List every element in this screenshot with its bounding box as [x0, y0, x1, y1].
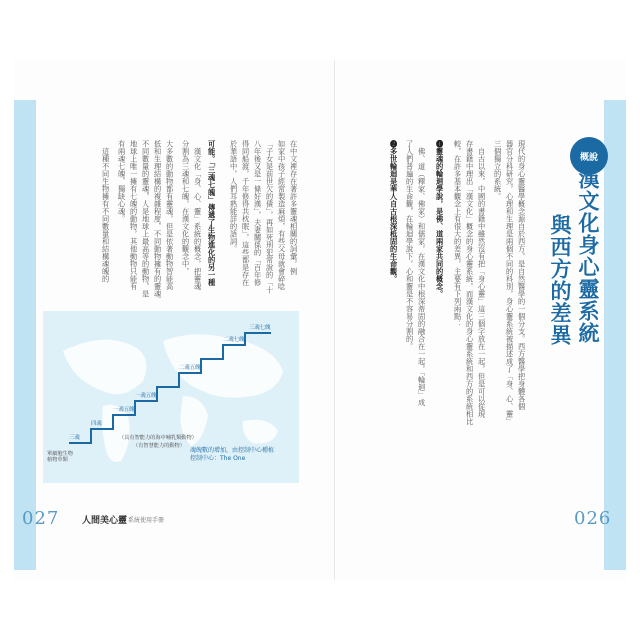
- left-paragraph: 「子女是前世欠的債」，再如死刑犯常說的「十: [265, 140, 275, 294]
- left-paragraph: 如家中孩子經常製造麻煩，有些父母就會碎唸: [277, 140, 287, 290]
- map-caption-line2: 控制中心：The One: [190, 455, 246, 462]
- stair-label: 一魂五魄: [113, 407, 135, 413]
- right-paragraph: 三個獨立的系統。: [493, 140, 503, 200]
- page-number-left: 027: [22, 508, 60, 529]
- stair-note: （有智慧能力的動物）: [133, 443, 185, 449]
- chapter-title-line2: 與西方的差異: [548, 214, 573, 346]
- left-paragraph: 漢文化「身、心、靈」系統的概念，把靈魂: [193, 140, 203, 290]
- left-paragraph: 得同船渡，千年修得共枕眠」，這些都是存在: [241, 140, 251, 287]
- left-paragraph: 於華語中，人們耳熟能詳的語詞。: [229, 140, 239, 253]
- left-paragraph: 有兩魂七魄、獨缺心魂。: [117, 140, 127, 223]
- right-paragraph: 存書籍中理出「漢文化」概念的身心靈系統，而漢文化的身心靈系統和西方的系統相比: [465, 140, 475, 425]
- stair-label: 二魂五魄: [179, 365, 201, 371]
- page-number-right: 026: [574, 508, 612, 529]
- section-badge: 概說: [570, 137, 608, 175]
- left-paragraph: 不同數量的靈魂，人是地球上最高等的動物，是: [141, 140, 151, 298]
- left-highlight: 可能。「三魂七魄」傳遞了生物進化的另一種: [207, 140, 217, 287]
- book-subtitle-footer: 系統使用手冊: [128, 517, 165, 524]
- right-paragraph: 器官分科研究，心理和生理是兩個不同的科別，身心靈系統被描述成了「身、心、靈」: [505, 140, 515, 425]
- left-paragraph: 八年後又是一條好漢」，夫妻關係的「百年修: [253, 140, 263, 287]
- right-paragraph: 較，在許多基本觀念上有很大的差異，主要有下列兩點：: [453, 140, 463, 328]
- left-paragraph: 低和生理結構的複雜程度，不同動物擁有的靈魂: [153, 140, 163, 298]
- point-1-body: 佛、道（釋家、佛家）和儒家，在漢文化中根深蒂固的融合在一起，「輪迴」成: [417, 140, 427, 407]
- left-paragraph: 在中文裡存在著許多靈魂相關的詞彙，例: [289, 140, 299, 275]
- point-1-body: 了人們普遍的生命觀，在輪迴學說下，心和靈是不容易分割的。: [405, 140, 415, 350]
- stair-label: 三魂七魄: [249, 325, 271, 331]
- chapter-title-2: [548, 214, 572, 346]
- chapter-title: [576, 168, 600, 344]
- stair-label: 三魂: [69, 435, 80, 441]
- book-title-footer: 人間美心靈: [82, 516, 128, 526]
- stair-label: 四魂: [91, 421, 102, 427]
- stair-label: 一魂五魄: [135, 393, 157, 399]
- book-gutter: [334, 60, 335, 580]
- left-paragraph: 分割為三魂和七魄，在漢文化的觀念中，: [181, 140, 191, 275]
- right-page-color-strip: [604, 100, 626, 570]
- stair-bottom-label: 單細胞生物 植物草類: [47, 451, 73, 463]
- point-2: ❷多世輪迴是華人自古根深柢固的生命觀。: [389, 140, 399, 283]
- stair-label: 二魂七魄: [223, 337, 245, 343]
- map-caption: [190, 447, 274, 463]
- left-page-color-strip: [14, 100, 36, 570]
- right-paragraph: 現代的身心靈醫學概念源自於西方，是自然醫學的一個分支。西方醫學把身體各個: [517, 140, 527, 410]
- point-1: ❶靈魂的輪迴學說，是佛、道兩家共同的概念。: [435, 140, 445, 298]
- left-paragraph: 大多數的動物都有靈魂，但是依著動物智能高: [165, 140, 175, 290]
- map-caption-line1: 魂魄數的增加，由控制中心種植: [190, 447, 275, 454]
- left-paragraph: 這種不同生物擁有不同數量和結構魂魄的: [101, 140, 111, 283]
- left-paragraph: 地球上唯一擁有七魄的動物，其他動物只能有: [129, 140, 139, 290]
- right-paragraph: 自古以來，中國的書籍中雖然沒有把「身心靈」這三個字放在一起，但是可以從現: [477, 140, 487, 418]
- chapter-title-line1: 漢文化身心靈系統: [576, 168, 601, 344]
- stair-note: （具有智能力的海中哺乳類動物）: [119, 435, 197, 441]
